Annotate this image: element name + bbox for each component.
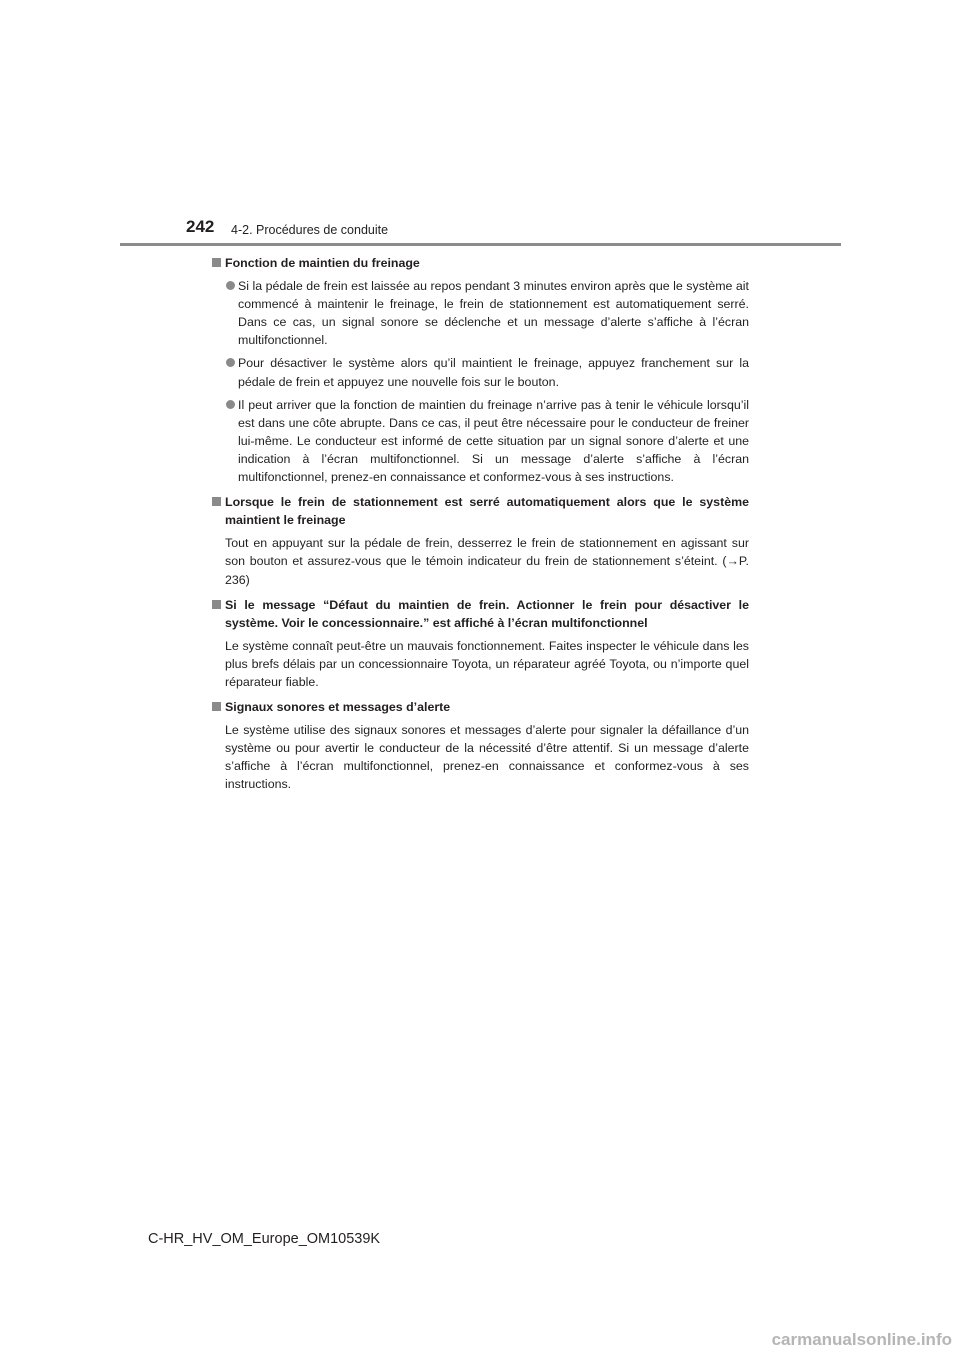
body-paragraph: Tout en appuyant sur la pédale de frein, desserrez le frein de stationnement en agissant sur son bouton et assurez-vous que le témoin indicateur du frein de stationnement s’éteint. (→P. 236)	[225, 536, 749, 587]
heading-text: Fonction de maintien du freinage	[225, 256, 420, 270]
page-content	[212, 254, 749, 794]
body-paragraph: Le système connaît peut-être un mauvais fonctionnement. Faites inspecter le véhicule dans les plus brefs délais par un concessionnaire Toyota, un réparateur agréé Toyota, ou n’importe quel réparateur fiable.	[225, 638, 749, 689]
heading-brake-hold-function	[212, 254, 749, 272]
heading-text: Lorsque le frein de stationnement est serré automatiquement alors que le système maintient le freinage	[225, 495, 749, 528]
heading-brake-hold-fault-message	[212, 596, 749, 632]
bullet-text: Si la pédale de frein est laissée au repos pendant 3 minutes environ après que le système ait commencé à maintenir le freinage, le frein de stationnement est automatiquement serré. Dans ce cas, un signal sonore se déclenche et un message d’alerte s’affiche à l’écran multifonctionnel.	[238, 279, 749, 348]
section-title: 4-2. Procédures de conduite	[231, 223, 389, 237]
round-bullet-icon	[226, 281, 235, 290]
square-bullet-icon	[212, 497, 221, 506]
watermark: carmanualsonline.info	[771, 1330, 952, 1349]
square-bullet-icon	[212, 258, 221, 267]
square-bullet-icon	[212, 600, 221, 609]
square-bullet-icon	[212, 702, 221, 711]
heading-warning-signals	[212, 698, 749, 716]
heading-text: Si le message “Défaut du maintien de frein. Actionner le frein pour désactiver le système. Voir le concessionnaire.” est affiché à l’écran multifonctionnel	[225, 597, 749, 630]
bullet-item	[212, 396, 749, 486]
bullet-item	[212, 354, 749, 390]
bullet-text: Il peut arriver que la fonction de maintien du freinage n’arrive pas à tenir le véhicule lorsqu’il est dans une côte abrupte. Dans ce cas, il peut être nécessaire pour le conducteur de freiner lui-même. Le conducteur est informé de cette situation par un signal sonore d’alerte et une indication à l’écran multifonctionnel. Si un message d’alerte s’affiche à l’écran multifonctionnel, prenez-en connaissance et conformez-vous à ses instructions.	[238, 397, 749, 485]
round-bullet-icon	[226, 358, 235, 367]
heading-parking-brake-auto	[212, 493, 749, 529]
heading-text: Signaux sonores et messages d’alerte	[225, 700, 451, 715]
header-rule	[120, 243, 841, 246]
page-number: 242	[186, 217, 215, 236]
bullet-text: Pour désactiver le système alors qu’il maintient le freinage, appuyez franchement sur la pédale de frein et appuyez une nouvelle fois sur le bouton.	[238, 356, 749, 389]
bullet-item	[212, 277, 749, 349]
body-paragraph: Le système utilise des signaux sonores et messages d’alerte pour signaler la défaillance d’un système ou pour avertir le conducteur de la nécessité d’être attentif. Si un message d’alerte s’affiche à l’écran multifonctionnel, prenez-en connaissance et conformez-vous à ses instructions.	[225, 723, 749, 792]
footer-document-id: C-HR_HV_OM_Europe_OM10539K	[148, 1231, 381, 1247]
round-bullet-icon	[226, 400, 235, 409]
